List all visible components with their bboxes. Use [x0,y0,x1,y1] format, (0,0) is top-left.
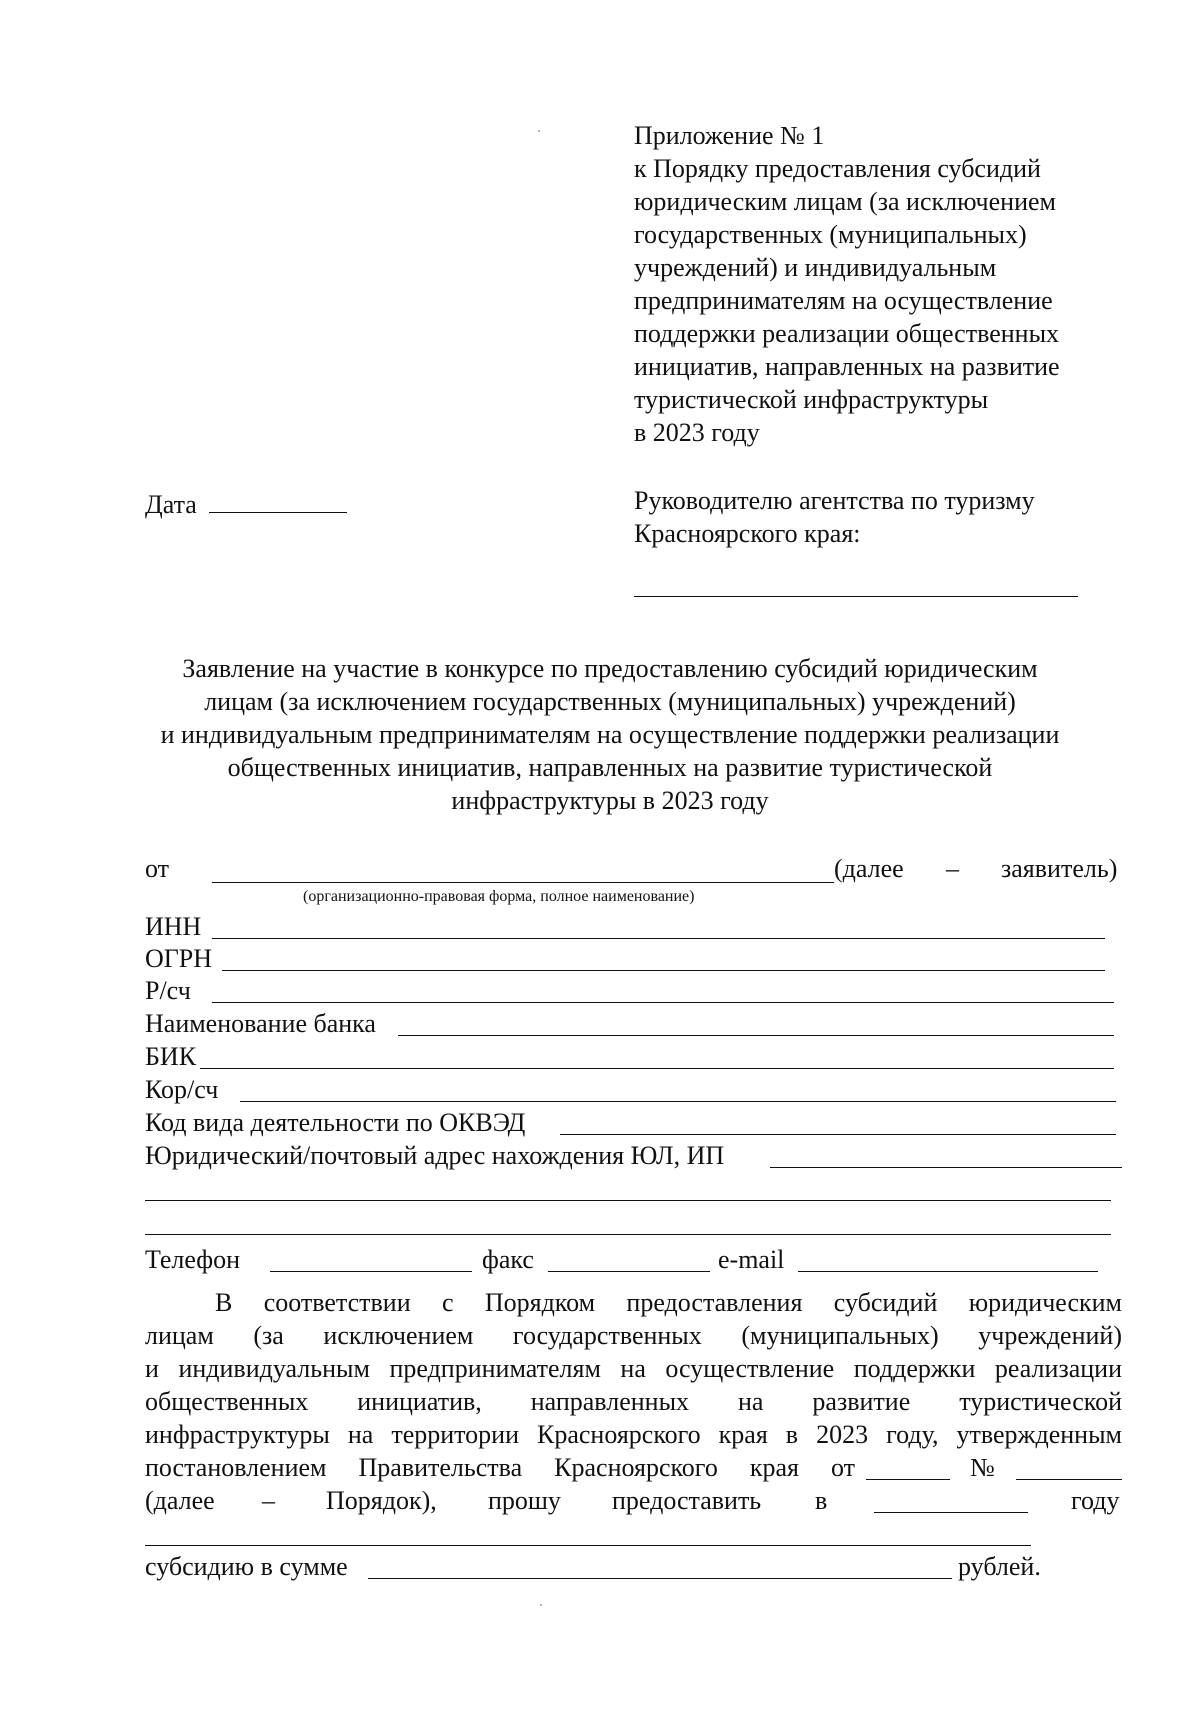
paragraph-word: (далее [145,1486,215,1515]
title-line: Заявление на участие в конкурсе по предоставлению субсидий юридическим [182,654,1038,683]
paragraph-line: лицам (за исключением государственных (муниципальных) учреждений) [145,1321,1122,1350]
paragraph-line: постановлением Правительства Красноярского края от [145,1453,855,1482]
year-blank[interactable] [874,1512,1028,1513]
paragraph-word: в [815,1486,828,1515]
paragraph-word: Порядок), [326,1486,437,1515]
paragraph-word: – [262,1486,275,1515]
annex-line: инициатив, направленных на развитие [634,352,1060,381]
applicant-name-blank[interactable] [212,882,834,883]
corr-account-label: Кор/сч [145,1075,219,1104]
paragraph-line: общественных инициатив, направленных на развитие туристической [145,1387,1122,1416]
date-blank[interactable] [209,484,347,513]
date-field [145,484,347,521]
from-label: от [145,854,170,883]
date-label: Дата [145,490,197,519]
address-blank[interactable] [770,1167,1122,1168]
email-blank[interactable] [798,1271,1098,1272]
subsidy-amount-label: субсидию в сумме [145,1552,348,1581]
paragraph-word: году [1071,1486,1120,1515]
bik-blank[interactable] [200,1068,1114,1069]
rubles-label: рублей. [958,1552,1041,1581]
from-suffix: (далее [834,854,904,883]
scan-speck [540,1604,542,1606]
ogrn-label: ОГРН [145,944,213,973]
paragraph-line: и индивидуальным предпринимателям на осуществление поддержки реализации [145,1354,1122,1383]
okved-label: Код вида деятельности по ОКВЭД [145,1108,526,1137]
paragraph-word: прошу [488,1486,561,1515]
fax-blank[interactable] [548,1271,710,1272]
from-hint: (организационно-правовая форма, полное наименование) [303,888,695,905]
account-blank[interactable] [212,1002,1114,1003]
account-label: Р/сч [145,976,191,1005]
email-label: e-mail [718,1245,785,1274]
paragraph-line: инфраструктуры на территории Красноярского края в 2023 году, утвержденным [145,1420,1122,1449]
annex-line: поддержки реализации общественных [634,319,1060,348]
title-line: инфраструктуры в 2023 году [451,786,769,815]
annex-line: предпринимателям на осуществление [634,286,1053,315]
paragraph-word: предоставить [612,1486,762,1515]
phone-label: Телефон [145,1245,241,1274]
recipient-blank[interactable] [145,1545,1031,1546]
addressee-block [634,484,1114,605]
annex-line: государственных (муниципальных) [634,220,1027,249]
title-line: лицам (за исключением государственных (муниципальных) учреждений) [204,687,1016,716]
fax-label: факс [482,1245,534,1274]
annex-line: к Порядку предоставления субсидий [634,154,1041,183]
decree-number-blank[interactable] [1016,1479,1122,1480]
corr-account-blank[interactable] [240,1101,1116,1102]
phone-blank[interactable] [270,1271,472,1272]
annex-line: Приложение № 1 [634,121,825,150]
addressee-line: Красноярского края: [634,519,861,548]
address-blank-3[interactable] [145,1234,1111,1235]
subsidy-amount-blank[interactable] [368,1578,952,1579]
bik-label: БИК [145,1042,197,1071]
annex-header [634,119,1114,449]
annex-line: в 2023 году [634,418,760,447]
ogrn-blank[interactable] [222,970,1105,971]
annex-line: юридическим лицам (за исключением [634,187,1056,216]
document-title [120,652,1100,817]
annex-line: туристической инфраструктуры [634,385,989,414]
addressee-name-blank[interactable] [634,568,1078,597]
okved-blank[interactable] [560,1134,1116,1135]
number-sign: № [970,1453,995,1482]
addressee-line: Руководителю агентства по туризму [634,486,1035,515]
from-suffix-applicant: заявитель) [1001,854,1118,883]
inn-blank[interactable] [212,938,1105,939]
paragraph-line: В соответствии с Порядком предоставления субсидий юридическим [215,1288,1122,1317]
inn-label: ИНН [145,912,202,941]
from-suffix-dash: – [946,854,959,883]
title-line: и индивидуальным предпринимателям на осуществление поддержки реализации [160,720,1060,749]
address-label: Юридический/почтовый адрес нахождения ЮЛ, ИП [145,1141,725,1170]
bank-label: Наименование банка [145,1009,376,1038]
bank-blank[interactable] [398,1035,1114,1036]
decree-date-blank[interactable] [866,1479,950,1480]
address-blank-2[interactable] [145,1200,1111,1201]
title-line: общественных инициатив, направленных на развитие туристической [227,753,993,782]
annex-line: учреждений) и индивидуальным [634,253,997,282]
scan-speck [538,130,540,132]
